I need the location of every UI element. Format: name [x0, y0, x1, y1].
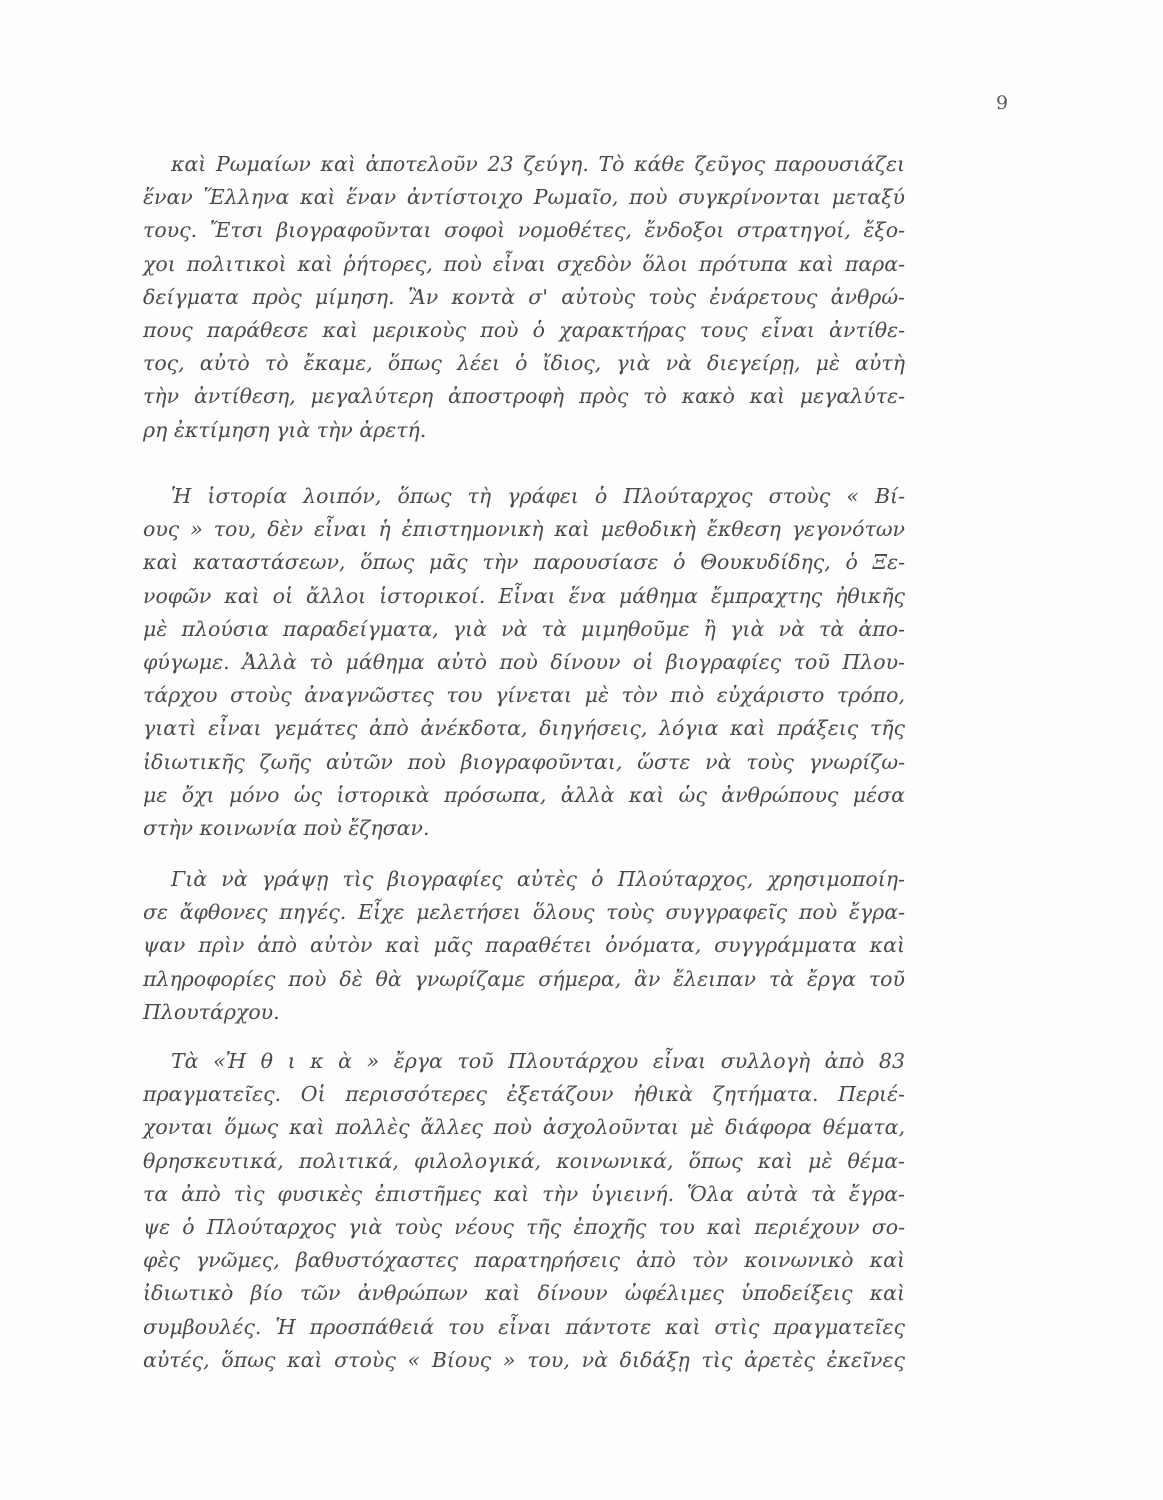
text-line: δείγματα πρὸς μίμηση. Ἂν κοντὰ σ' αὐτοὺς τοὺς ἐνάρετους ἀνθρώ-	[143, 284, 905, 309]
text-line: γιατὶ εἶναι γεμάτες ἀπὸ ἀνέκδοτα, διηγήσεις, λόγια καὶ πράξεις τῆς	[143, 716, 905, 741]
text-line: ἰδιωτικὸ βίο τῶν ἀνθρώπων καὶ δίνουν ὠφέλιμες ὑποδείξεις καὶ	[143, 1281, 905, 1306]
text-line: στὴν κοινωνία ποὺ ἔζησαν.	[143, 815, 430, 840]
paragraph-4	[143, 1045, 905, 1377]
text-line: φὲς γνῶμες, βαθυστόχαστες παρατηρήσεις ἀπὸ τὸν κοινωνικὸ καὶ	[143, 1248, 905, 1273]
text-line: πληροφορίες ποὺ δὲ θὰ γνωρίζαμε σήμερα, ἂν ἔλειπαν τὰ ἔργα τοῦ	[143, 966, 905, 991]
text-line: θρησκευτικά, πολιτικά, φιλολογικά, κοινωνικά, ὅπως καὶ μὲ θέμα-	[143, 1148, 905, 1173]
text-line: ρη ἐκτίμηση γιὰ τὴν ἀρετή.	[143, 417, 427, 442]
paragraph-1	[143, 148, 905, 447]
text-line: ους » του, δὲν εἶναι ἡ ἐπιστημονικὴ καὶ μεθοδικὴ ἔκθεση γεγονότων	[143, 517, 905, 542]
text-line: χοι πολιτικοὶ καὶ ῥήτορες, ποὺ εἶναι σχεδὸν ὅλοι πρότυπα καὶ παρα-	[143, 251, 905, 276]
text-line: ἕναν Ἕλληνα καὶ ἕναν ἀντίστοιχο Ρωμαῖο, ποὺ συγκρίνονται μεταξύ	[143, 185, 905, 210]
page-number: 9	[996, 92, 1009, 114]
text-line: τα ἀπὸ τὶς φυσικὲς ἐπιστῆμες καὶ τὴν ὑγιεινή. Ὅλα αὐτὰ τὰ ἔγρα-	[143, 1181, 905, 1206]
text-line: Τὰ «Ἠ θ ι κ ὰ » ἔργα τοῦ Πλουτάρχου εἶναι συλλογὴ ἀπὸ 83	[171, 1049, 905, 1073]
text-line: τὴν ἀντίθεση, μεγαλύτερη ἀποστροφὴ πρὸς τὸ κακὸ καὶ μεγαλύτε-	[143, 384, 905, 409]
text-line: καὶ Ρωμαίων καὶ ἀποτελοῦν 23 ζεύγη. Τὸ κάθε ζεῦγος παρουσιάζει	[171, 152, 905, 176]
text-line: σε ἄφθονες πηγές. Εἶχε μελετήσει ὅλους τοὺς συγγραφεῖς ποὺ ἔγρα-	[143, 900, 905, 925]
text-line: με ὄχι μόνο ὡς ἱστορικὰ πρόσωπα, ἀλλὰ καὶ ὡς ἀνθρώπους μέσα	[143, 782, 905, 807]
text-line: καὶ καταστάσεων, ὅπως μᾶς τὴν παρουσίασε ὁ Θουκυδίδης, ὁ Ξε-	[143, 550, 905, 575]
text-line: τος, αὐτὸ τὸ ἔκαμε, ὅπως λέει ὁ ἴδιος, γιὰ νὰ διεγείρῃ, μὲ αὐτὴ	[143, 351, 905, 376]
paragraph-2	[143, 480, 905, 845]
text-line: νοφῶν καὶ οἱ ἄλλοι ἱστορικοί. Εἶναι ἕνα μάθημα ἔμπραχτης ἠθικῆς	[143, 583, 905, 608]
text-line: αὐτές, ὅπως καὶ στοὺς « Βίους » του, νὰ διδάξῃ τὶς ἀρετὲς ἐκεῖνες	[143, 1347, 905, 1372]
text-line: φύγωμε. Ἀλλὰ τὸ μάθημα αὐτὸ ποὺ δίνουν οἱ βιογραφίες τοῦ Πλου-	[143, 649, 905, 674]
text-line: ψαν πρὶν ἀπὸ αὐτὸν καὶ μᾶς παραθέτει ὀνόματα, συγγράμματα καὶ	[143, 933, 905, 958]
text-line: συμβουλές. Ἡ προσπάθειά του εἶναι πάντοτε καὶ στὶς πραγματεῖες	[143, 1314, 905, 1339]
text-line: Ἡ ἱστορία λοιπόν, ὅπως τὴ γράφει ὁ Πλούταρχος στοὺς « Βί-	[171, 484, 905, 508]
text-line: Γιὰ νὰ γράψῃ τὶς βιογραφίες αὐτὲς ὁ Πλούταρχος, χρησιμοποίη-	[171, 867, 905, 891]
text-line: πραγματεῖες. Οἱ περισσότερες ἐξετάζουν ἠθικὰ ζητήματα. Περιέ-	[143, 1082, 905, 1107]
text-line: πους παράθεσε καὶ μερικοὺς ποὺ ὁ χαρακτήρας τους εἶναι ἀντίθε-	[143, 317, 905, 342]
text-line: Πλουτάρχου.	[143, 999, 280, 1024]
text-line: ἰδιωτικῆς ζωῆς αὐτῶν ποὺ βιογραφοῦνται, ὥστε νὰ τοὺς γνωρίζω-	[143, 749, 905, 774]
text-line: χονται ὅμως καὶ πολλὲς ἄλλες ποὺ ἀσχολοῦνται μὲ διάφορα θέματα,	[143, 1115, 905, 1140]
text-line: τάρχου στοὺς ἀναγνῶστες του γίνεται μὲ τὸν πιὸ εὐχάριστο τρόπο,	[143, 683, 905, 708]
text-line: ψε ὁ Πλούταρχος γιὰ τοὺς νέους τῆς ἐποχῆς του καὶ περιέχουν σο-	[143, 1214, 905, 1239]
text-line: μὲ πλούσια παραδείγματα, γιὰ νὰ τὰ μιμηθοῦμε ἢ γιὰ νὰ τὰ ἀπο-	[143, 616, 905, 641]
paragraph-3	[143, 863, 905, 1029]
text-line: τους. Ἔτσι βιογραφοῦνται σοφοὶ νομοθέτες, ἔνδοξοι στρατηγοί, ἔξο-	[143, 218, 905, 243]
